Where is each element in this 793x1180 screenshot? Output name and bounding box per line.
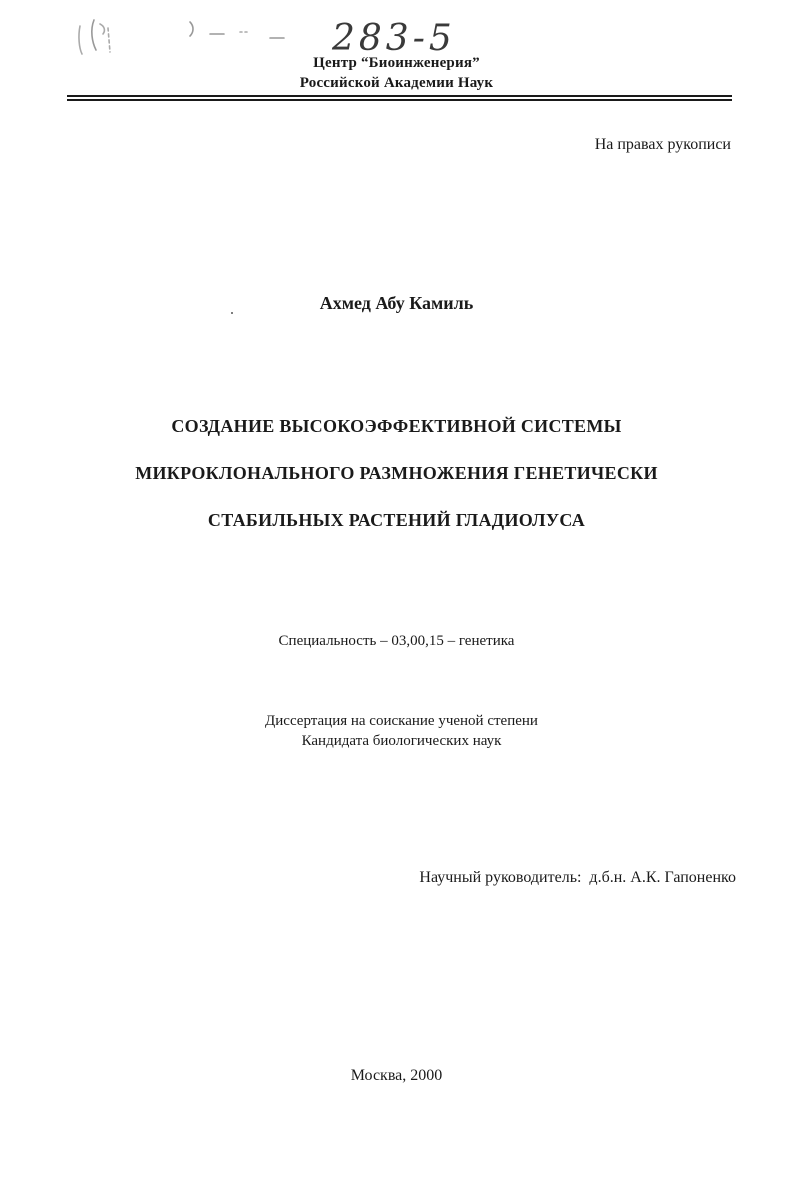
handwritten-stamp-code	[70, 8, 490, 58]
handwritten-code-text: 283-5	[332, 18, 456, 58]
degree-line2: Кандидата биологических наук	[301, 733, 502, 749]
scientific-supervisor: Научный руководитель: д.б.н. А.К. Гапоненко	[419, 869, 736, 886]
org-name-line1: Центр “Биоинженерия”	[313, 55, 480, 71]
specialty-line: Специальность – 03,00,15 – генетика	[278, 633, 515, 649]
header-rule-bottom	[67, 99, 732, 101]
header-rule-top	[67, 95, 732, 97]
city-year: Москва, 2000	[350, 1067, 443, 1084]
author-name: Ахмед Абу Камиль	[319, 293, 474, 313]
thesis-title-line3: СТАБИЛЬНЫХ РАСТЕНИЙ ГЛАДИОЛУСА	[207, 510, 586, 530]
degree-line1: Диссертация на соискание ученой степени	[265, 713, 538, 729]
manuscript-rights-note: На правах рукописи	[594, 136, 731, 153]
thesis-title-line2: МИКРОКЛОНАЛЬНОГО РАЗМНОЖЕНИЯ ГЕНЕТИЧЕСКИ	[135, 463, 658, 483]
org-name-line2: Российской Академии Наук	[299, 75, 494, 91]
thesis-title-line1: СОЗДАНИЕ ВЫСОКОЭФФЕКТИВНОЙ СИСТЕМЫ	[171, 416, 622, 436]
